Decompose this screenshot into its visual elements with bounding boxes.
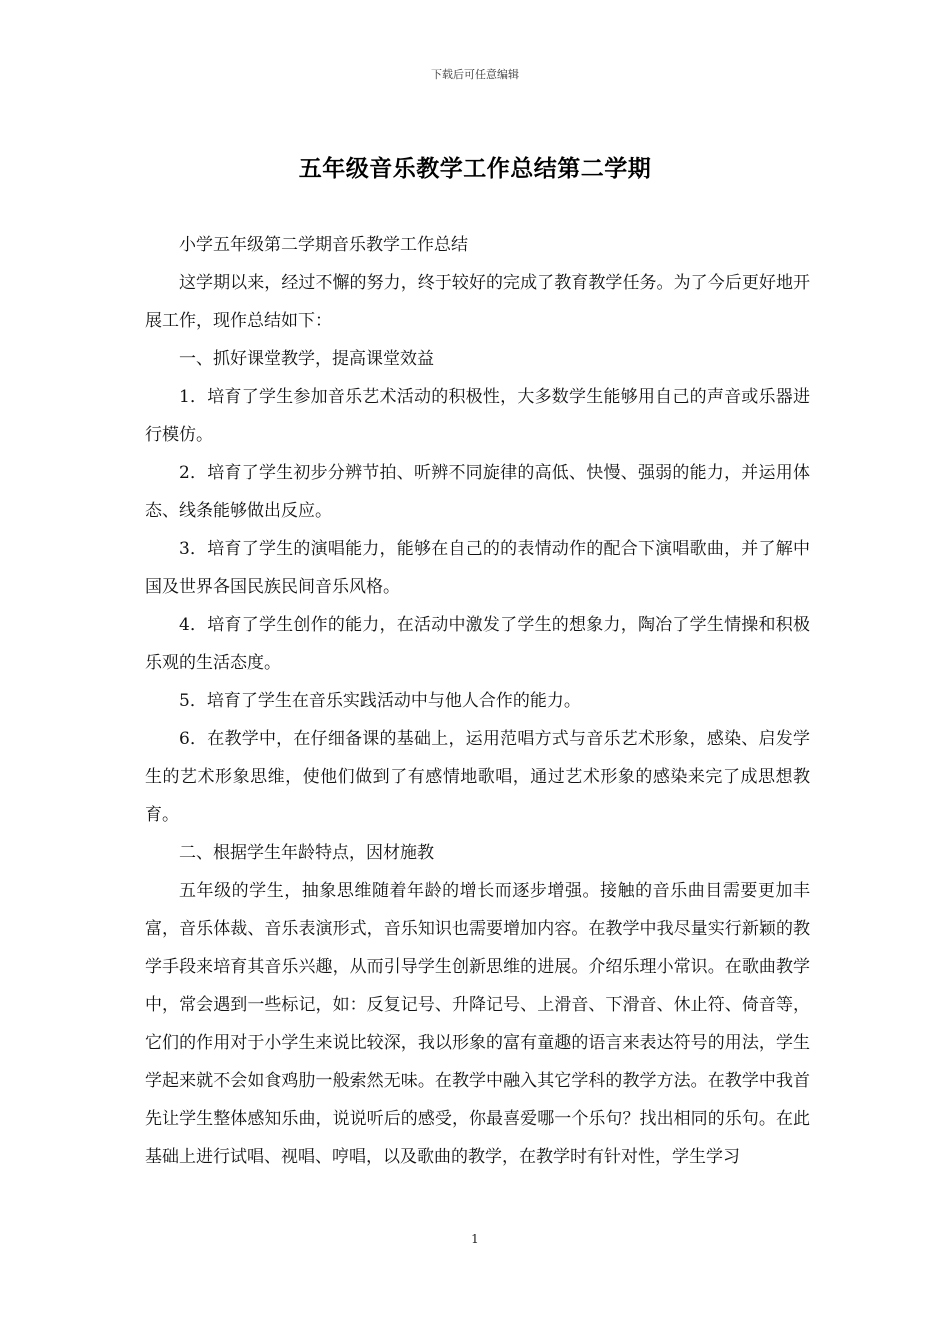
list-item-4: 4．培育了学生创作的能力，在活动中激发了学生的想象力，陶冶了学生情操和积极乐观的生活态度。	[145, 615, 810, 673]
section-heading-2: 二、根据学生年龄特点，因材施教	[179, 843, 434, 863]
list-item-1: 1．培育了学生参加音乐艺术活动的积极性，大多数学生能够用自己的声音或乐器进行模仿。	[145, 387, 810, 445]
page-number: 1	[471, 1232, 479, 1246]
list-item-2: 2．培育了学生初步分辨节拍、听辨不同旋律的高低、快慢、强弱的能力，并运用体态、线条能够做出反应。	[145, 463, 810, 521]
list-item-3: 3．培育了学生的演唱能力，能够在自己的的表情动作的配合下演唱歌曲，并了解中国及世界各国民族民间音乐风格。	[145, 539, 810, 597]
section-heading-1: 一、抓好课堂教学，提高课堂效益	[179, 349, 434, 369]
list-item-5: 5．培育了学生在音乐实践活动中与他人合作的能力。	[179, 691, 581, 711]
document-title: 五年级音乐教学工作总结第二学期	[298, 155, 652, 182]
paragraph-body: 五年级的学生，抽象思维随着年龄的增长而逐步增强。接触的音乐曲目需要更加丰富，音乐体裁、音乐表演形式，音乐知识也需要增加内容。在教学中我尽量实行新颖的教学手段来培育其音乐兴趣，从而引导学生创新思维的进展。介绍乐理小常识。在歌曲教学中，常会遇到一些标记，如：反复记号、升降记号、上滑音、下滑音、休止符、倚音等，它们的作用对于小学生来说比较深，我以形象的富有童趣的语言来表达符号的用法，学生学起来就不会如食鸡肋一般索然无味。在教学中融入其它学科的教学方法。在教学中我首先让学生整体感知乐曲，说说听后的感受，你最喜爱哪一个乐句？找出相同的乐句。在此基础上进行试唱、视唱、哼唱，以及歌曲的教学，在教学时有针对性，学生学习	[145, 881, 810, 1167]
header-note: 下载后可任意编辑	[431, 68, 519, 81]
document-body	[145, 226, 810, 1176]
list-item-6: 6．在教学中，在仔细备课的基础上，运用范唱方式与音乐艺术形象，感染、启发学生的艺术形象思维，使他们做到了有感情地歌唱，通过艺术形象的感染来完了成思想教育。	[145, 729, 810, 825]
paragraph-intro: 这学期以来，经过不懈的努力，终于较好的完成了教育教学任务。为了今后更好地开展工作，现作总结如下：	[145, 273, 810, 331]
paragraph-subtitle: 小学五年级第二学期音乐教学工作总结	[179, 235, 468, 255]
